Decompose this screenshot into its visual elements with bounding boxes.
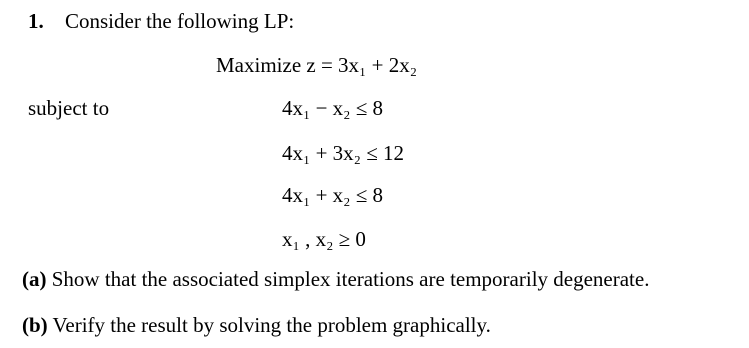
part-b-label: (b)	[22, 313, 48, 337]
part-a-label: (a)	[22, 267, 47, 291]
part-a-text: Show that the associated simplex iterations are temporarily degenerate.	[46, 267, 650, 291]
question-number: 1.	[28, 9, 44, 33]
part-b-text: Verify the result by solving the problem graphically.	[47, 313, 491, 337]
question-intro: Consider the following LP:	[65, 9, 295, 33]
part-b	[22, 312, 491, 338]
part-a	[22, 266, 649, 292]
constraint-3: 4x₁ + x₂ ≤ 8	[282, 183, 384, 207]
objective-function: Maximize z = 3x₁ + 2x₂	[216, 53, 418, 77]
subject-to-label: subject to	[28, 96, 110, 120]
constraint-2: 4x₁ + 3x₂ ≤ 12	[282, 141, 405, 165]
nonnegativity-constraint: x₁ , x₂ ≥ 0	[282, 227, 366, 251]
constraint-1: 4x₁ − x₂ ≤ 8	[282, 96, 384, 120]
